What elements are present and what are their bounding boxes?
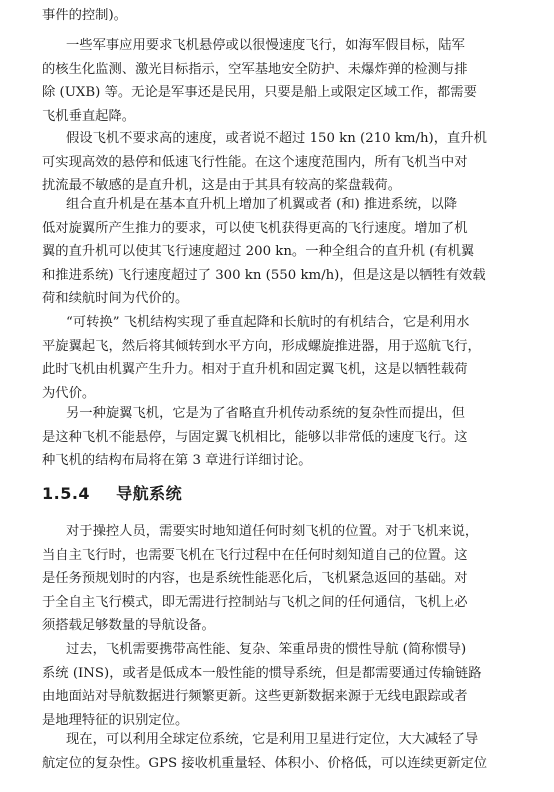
text-line: 另一种旋翼飞机，它是为了省略直升机传动系统的复杂性而提出，但 (66, 406, 465, 421)
paragraph-military-applications (0, 34, 554, 128)
text-line: 假设飞机不要求高的速度，或者说不超过 150 kn (210 km/h)，直升机 (66, 131, 487, 146)
text-line: 于全自主飞行模式，即无需进行控制站与飞机之间的任何通信，飞机上必 (42, 594, 468, 610)
text-line: 为代价。 (42, 385, 96, 401)
paragraph-navigation-need (0, 520, 554, 638)
text-line: 是任务预规划时的内容，也是系统性能恶化后，飞机紧急返回的基础。对 (42, 571, 468, 586)
text-line: 过去，飞机需要携带高性能、复杂、笨重昂贵的惯性导航 (简称惯导) (66, 642, 467, 657)
text-line: 组合直升机是在基本直升机上增加了机翼或者 (和) 推进系统，以降 (66, 197, 458, 212)
text-line: 荷和续航时间为代价的。 (42, 291, 189, 306)
text-line: 低对旋翼所产生推力的要求，可以使飞机获得更高的飞行速度。增加了机 (42, 220, 468, 236)
text-line: 种飞机的结构布局将在第 3 章进行详细讨论。 (42, 453, 312, 468)
text-line: 须搭载足够数量的导航设备。 (42, 618, 215, 633)
text-line: 的核生化监测、激光目标指示，空军基地安全防护、未爆炸弹的检测与排 (42, 61, 468, 77)
text-line: 事件的控制)。 (42, 8, 127, 23)
paragraph-helicopter-speed (0, 127, 554, 198)
paragraph-inertial-navigation (0, 638, 554, 732)
text-line: “可转换” 飞机结构实现了垂直起降和长航时的有机结合，它是利用水 (66, 315, 470, 330)
section-title: 导航系统 (116, 484, 183, 503)
paragraph-compound-helicopter (0, 193, 554, 311)
section-number: 1.5.4 (42, 484, 91, 503)
text-line: 当自主飞行时，也需要飞机在飞行过程中在任何时刻知道自己的位置。这 (42, 547, 468, 563)
text-line: 由地面站对导航数据进行频繁更新。这些更新数据来源于无线电跟踪或者 (42, 689, 468, 704)
text-line: 是地理特征的识别定位。 (42, 712, 189, 728)
paragraph-convertible-aircraft (0, 311, 554, 405)
text-line: 平旋翼起飞，然后将其倾转到水平方向，形成螺旋推进器，用于巡航飞行， (42, 338, 481, 354)
text-line: 除 (UXB) 等。无论是军事还是民用，只要是船上或限定区域工作，都需要 (42, 85, 477, 100)
text-line: 扰流最不敏感的是直升机，这是由于其具有较高的桨盘载荷。 (42, 178, 402, 193)
text-line: 此时飞机由机翼产生升力。相对于直升机和固定翼飞机，这是以牺牲载荷 (42, 362, 468, 377)
text-line: 系统 (INS)，或者是低成本一般性能的惯导系统，但是都需要通过传输链路 (42, 665, 482, 681)
text-line: 是这种飞机不能悬停，与固定翼飞机相比，能够以非常低的速度飞行。这 (42, 429, 468, 445)
paragraph-gps (0, 728, 554, 775)
text-line: 和推进系统) 飞行速度超过了 300 kn (550 km/h)，但是这是以牺牲有效载 (42, 267, 486, 283)
paragraph-continuation (0, 4, 554, 28)
paragraph-rotorcraft (0, 402, 554, 473)
section-heading (42, 481, 182, 504)
text-line: 翼的直升机可以使其飞行速度超过 200 kn。一种全组合的直升机 (有机翼 (42, 244, 475, 259)
text-line: 飞机垂直起降。 (42, 108, 136, 124)
text-line: 可实现高效的悬停和低速飞行性能。在这个速度范围内，所有飞机当中对 (42, 154, 468, 170)
text-line: 一些军事应用要求飞机悬停或以很慢速度飞行，如海军假目标，陆军 (66, 38, 465, 53)
text-line: 对于操控人员，需要实时地知道任何时刻飞机的位置。对于飞机来说， (66, 524, 479, 539)
text-line: 航定位的复杂性。GPS 接收机重量轻、体积小、价格低，可以连续更新定位 (42, 755, 488, 771)
text-line: 现在，可以利用全球定位系统，它是利用卫星进行定位，大大减轻了导 (66, 732, 479, 747)
